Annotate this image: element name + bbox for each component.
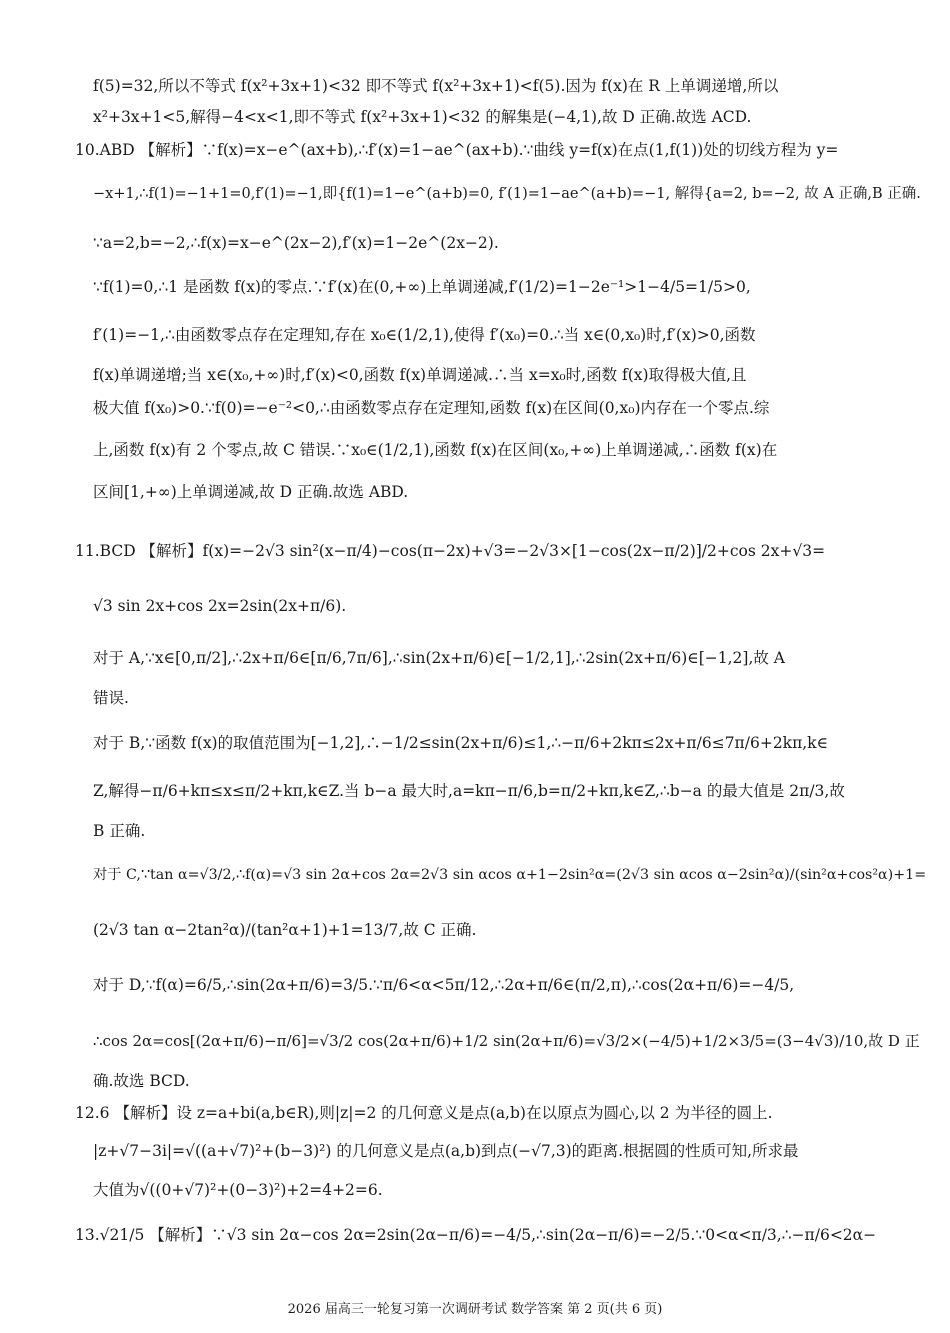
text-line-4: −x+1,∴f(1)=−1+1=0,f′(1)=−1,即{f(1)=1−e^(a+b)=0, f′(1)=1−ae^(a+b)=−1, 解得{a=2, b=−2, 故 A 正确,B 正确. [93, 186, 921, 202]
q12-heading-line: 12.6 【解析】设 z=a+bi(a,b∈R),则|z|=2 的几何意义是点(a,b)在以原点为圆心,以 2 为半径的圆上. [75, 1104, 773, 1122]
page-footer: 2026 届高三一轮复习第一次调研考试 数学答案 第 2 页(共 6 页) [287, 1302, 663, 1317]
text-line-26: 大值为√((0+√7)²+(0−3)²)+2=4+2=6. [93, 1181, 383, 1199]
q11-heading-line: 11.BCD 【解析】f(x)=−2√3 sin²(x−π/4)−cos(π−2x)+√3=−2√3×[1−cos(2x−π/2)]/2+cos 2x+√3= [75, 542, 826, 560]
text-line-7: f′(1)=−1,∴由函数零点存在定理知,存在 x₀∈(1/2,1),使得 f′(x₀)=0.∴当 x∈(0,x₀)时,f′(x)>0,函数 [93, 326, 756, 344]
text-line-18: B 正确. [93, 822, 146, 840]
text-line-15: 错误. [93, 689, 129, 707]
text-line-1: f(5)=32,所以不等式 f(x²+3x+1)<32 即不等式 f(x²+3x+1)<f(5).因为 f(x)在 R 上单调递增,所以 [93, 77, 779, 95]
text-line-6: ∵f(1)=0,∴1 是函数 f(x)的零点.∵f′(x)在(0,+∞)上单调递减,f′(1/2)=1−2e⁻¹>1−4/5=1/5>0, [93, 278, 751, 296]
text-line-20: (2√3 tan α−2tan²α)/(tan²α+1)+1=13/7,故 C 正确. [93, 921, 477, 939]
text-line-9: 极大值 f(x₀)>0.∵f(0)=−e⁻²<0,∴由函数零点存在定理知,函数 f(x)在区间(0,x₀)内存在一个零点.综 [93, 399, 770, 417]
text-line-19: 对于 C,∵tan α=√3/2,∴f(α)=√3 sin 2α+cos 2α=2√3 sin αcos α+1−2sin²α=(2√3 sin αcos α−2sin²α)/(sin²α+cos²α)+1= [93, 867, 927, 883]
text-line-16: 对于 B,∵函数 f(x)的取值范围为[−1,2],∴−1/2≤sin(2x+π/6)≤1,∴−π/6+2kπ≤2x+π/6≤7π/6+2kπ,k∈ [93, 734, 829, 752]
q13-heading-line: 13.√21/5 【解析】∵√3 sin 2α−cos 2α=2sin(2α−π/6)=−4/5,∴sin(2α−π/6)=−2/5.∵0<α<π/3,∴−π/6<2α− [75, 1226, 877, 1244]
text-line-22: ∴cos 2α=cos[(2α+π/6)−π/6]=√3/2 cos(2α+π/6)+1/2 sin(2α+π/6)=√3/2×(−4/5)+1/2×3/5=(3−4√3)/10,故 D 正 [93, 1032, 920, 1050]
text-line-21: 对于 D,∵f(α)=6/5,∴sin(2α+π/6)=3/5.∵π/6<α<5π/12,∴2α+π/6∈(π/2,π),∴cos(2α+π/6)=−4/5, [93, 976, 795, 994]
text-line-17: Z,解得−π/6+kπ≤x≤π/2+kπ,k∈Z.当 b−a 最大时,a=kπ−π/6,b=π/2+kπ,k∈Z,∴b−a 的最大值是 2π/3,故 [93, 782, 845, 800]
text-line-10: 上,函数 f(x)有 2 个零点,故 C 错误.∵x₀∈(1/2,1),函数 f(x)在区间(x₀,+∞)上单调递减,∴函数 f(x)在 [93, 441, 778, 459]
text-line-11: 区间[1,+∞)上单调递减,故 D 正确.故选 ABD. [93, 483, 409, 501]
text-line-8: f(x)单调递增;当 x∈(x₀,+∞)时,f′(x)<0,函数 f(x)单调递减.∴当 x=x₀时,函数 f(x)取得极大值,且 [93, 366, 747, 384]
text-line-5: ∵a=2,b=−2,∴f(x)=x−e^(2x−2),f′(x)=1−2e^(2x−2). [93, 234, 499, 252]
text-line-25: |z+√7−3i|=√((a+√7)²+(b−3)²) 的几何意义是点(a,b)到点(−√7,3)的距离.根据圆的性质可知,所求最 [93, 1142, 799, 1160]
text-line-13: √3 sin 2x+cos 2x=2sin(2x+π/6). [93, 597, 347, 615]
text-line-2: x²+3x+1<5,解得−4<x<1,即不等式 f(x²+3x+1)<32 的解集是(−4,1),故 D 正确.故选 ACD. [93, 108, 752, 126]
q10-heading-line: 10.ABD 【解析】∵f(x)=x−e^(ax+b),∴f′(x)=1−ae^(ax+b).∵曲线 y=f(x)在点(1,f(1))处的切线方程为 y= [75, 141, 839, 159]
text-line-14: 对于 A,∵x∈[0,π/2],∴2x+π/6∈[π/6,7π/6],∴sin(2x+π/6)∈[−1/2,1],∴2sin(2x+π/6)∈[−1,2],故 A [93, 649, 786, 667]
text-line-23: 确.故选 BCD. [93, 1072, 190, 1090]
